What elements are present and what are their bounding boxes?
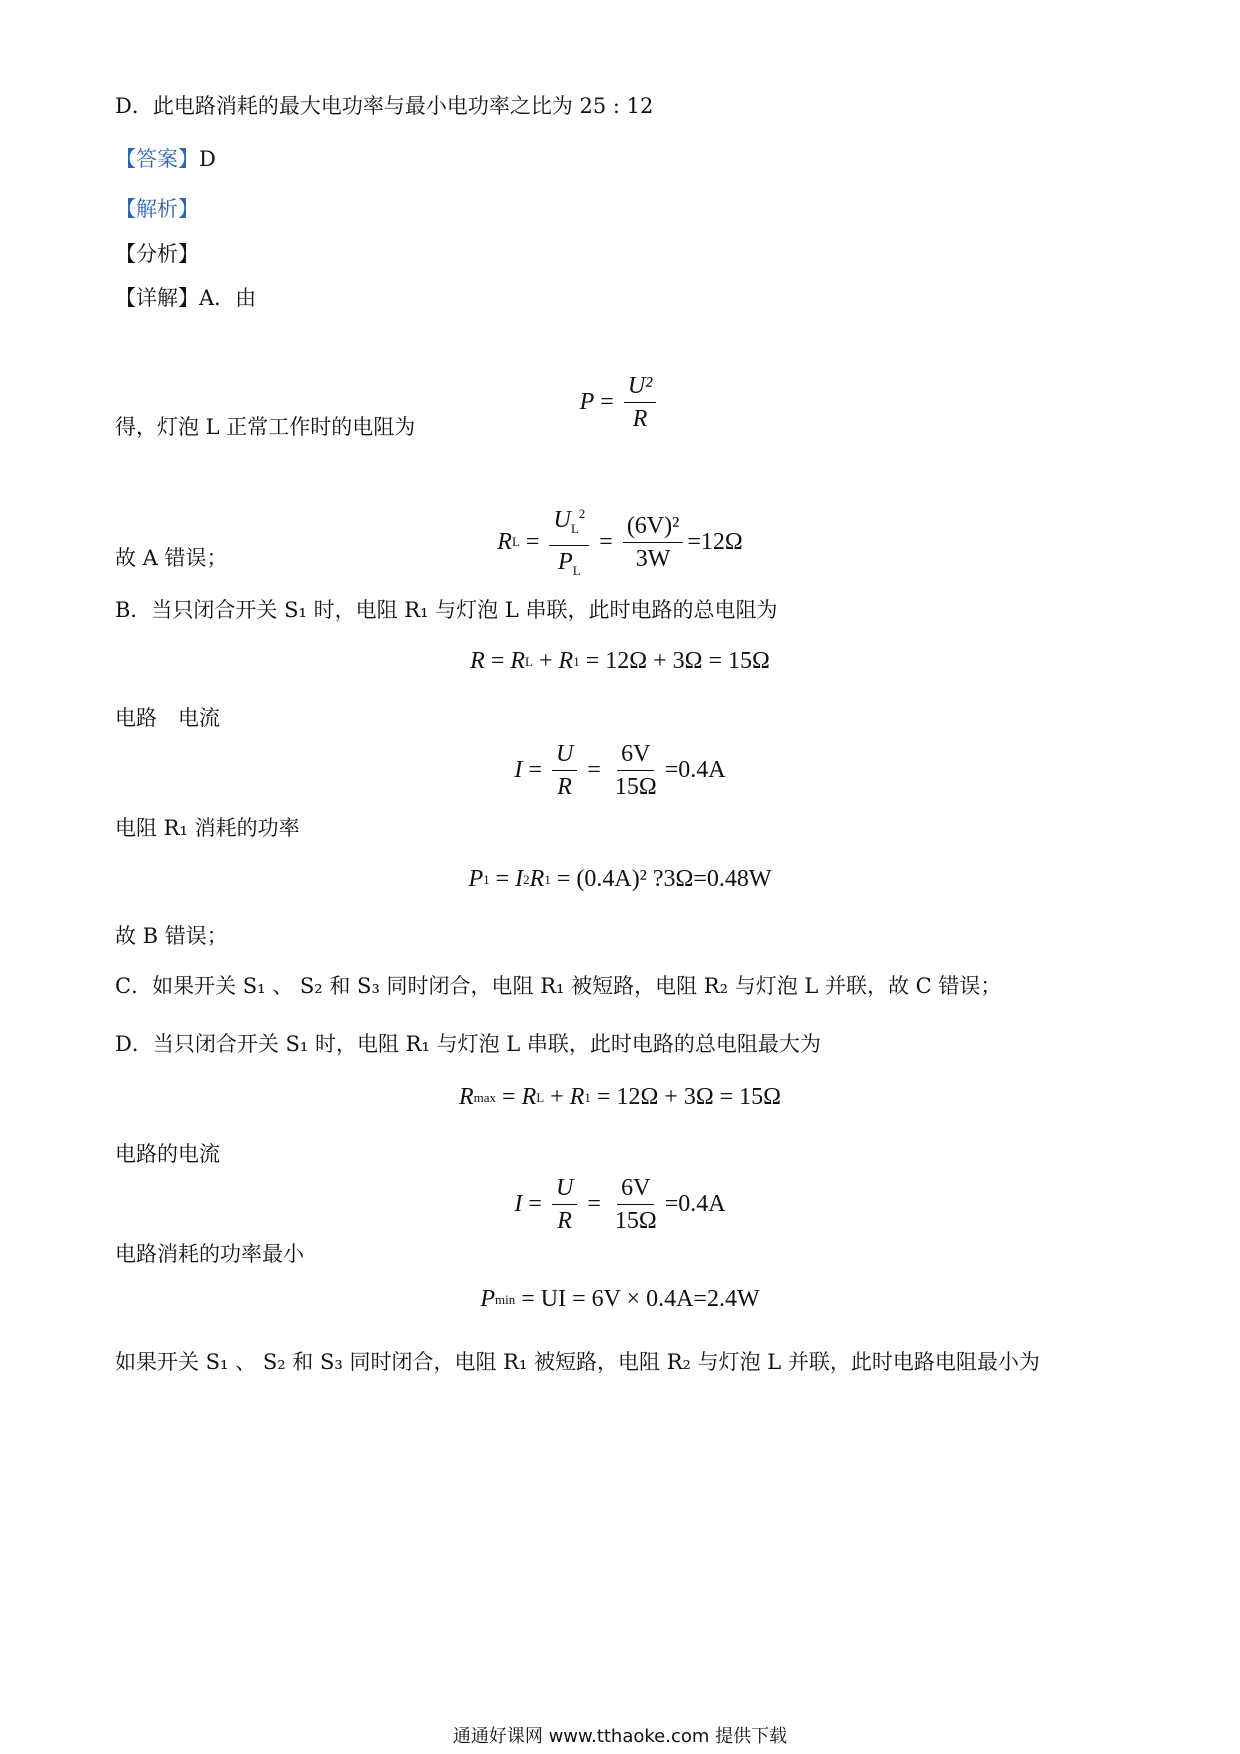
formula-numerator: (6V)² [623,512,684,543]
answer-value: D [199,147,216,171]
formula-rhs: = (0.4A)² ?3Ω=0.48W [556,866,772,892]
formula-denominator: 15Ω [614,774,657,800]
formula-power: P = $\frac{\text{U²}}{R}$ [0,372,1240,433]
text-line: 电路消耗的功率最小 [115,1242,304,1266]
formula-denominator: 3W [635,545,671,572]
text-line: 故 A 错误； [115,546,228,570]
text-line: 电路的电流 [115,1142,220,1166]
formula-result: =12Ω [687,528,743,555]
text-line: 故 B 错误； [115,924,228,948]
text-line: B．当只闭合开关 S₁ 时，电阻 R₁ 与灯泡 L 串联，此时电路的总电阻为 [115,598,778,622]
text-line: D．当只闭合开关 S₁ 时，电阻 R₁ 与灯泡 L 串联，此时电路的总电阻最大为 [115,1032,821,1056]
formula-rhs: = 12Ω + 3Ω = 15Ω [596,1084,782,1110]
formula-denominator: 15Ω [614,1208,657,1234]
formula-rhs: = 12Ω + 3Ω = 15Ω [585,648,770,674]
text-line: C．如果开关 S₁ 、 S₂ 和 S₃ 同时闭合，电阻 R₁ 被短路，电阻 R₂ 与灯泡 L 并联，故 C 错误； [115,974,1002,998]
text-line: 如果开关 S₁ 、 S₂ 和 S₃ 同时闭合，电阻 R₁ 被短路，电阻 R₂ 与灯泡 L 并联，此时电路电阻最小为 [115,1350,1040,1374]
formula-pmin: P min = UI = 6V × 0.4A=2.4W [480,1286,760,1312]
formula-current-2: I = $\frac{U}{R}$ = $\frac{6V}{15\Omega}$ =0.4A [514,1175,726,1234]
text-line: 得，灯泡 L 正常工作时的电阻为 [115,415,416,439]
formula-numerator: 6V [617,740,654,771]
formula-numerator: U² [624,372,657,403]
answer-label: 【答案】 [115,147,199,171]
formula-numerator: 6V [617,1174,654,1205]
formula-result: =0.4A [664,757,726,783]
formula-rmax: R max = R L + R 1 = 12Ω + 3Ω = 15Ω [458,1084,782,1110]
option-d-text: D．此电路消耗的最大电功率与最小电功率之比为 25 : 12 [115,94,654,118]
formula-rl: R L = $\frac{U_L^2}{P_L}$ = $\frac{\text{(6V)²}}{3W}$ =12Ω [0,500,1240,585]
detail-label: 【详解】A．由 [115,286,257,310]
formula-rhs: = UI = 6V × 0.4A=2.4W [521,1286,760,1312]
text-line: 电阻 R₁ 消耗的功率 [115,816,300,840]
formula-power-r1: P 1 = I 2 R 1 = (0.4A)² ?3Ω=0.48W [468,866,772,892]
answer-line [115,145,216,173]
footer-text: 通通好课网 www.tthaoke.com 提供下载 [452,1726,788,1747]
fenxi-label: 【分析】 [115,242,199,266]
text-line: 电路 电流 [115,706,220,730]
formula-result: =0.4A [664,1191,726,1217]
formula-total-resistance: R = R L + R 1 = 12Ω + 3Ω = 15Ω [470,648,770,674]
formula-current: I = $\frac{U}{R}$ = $\frac{6V}{15\Omega}$ =0.4A [514,741,726,800]
analysis-label: 【解析】 [115,197,199,221]
